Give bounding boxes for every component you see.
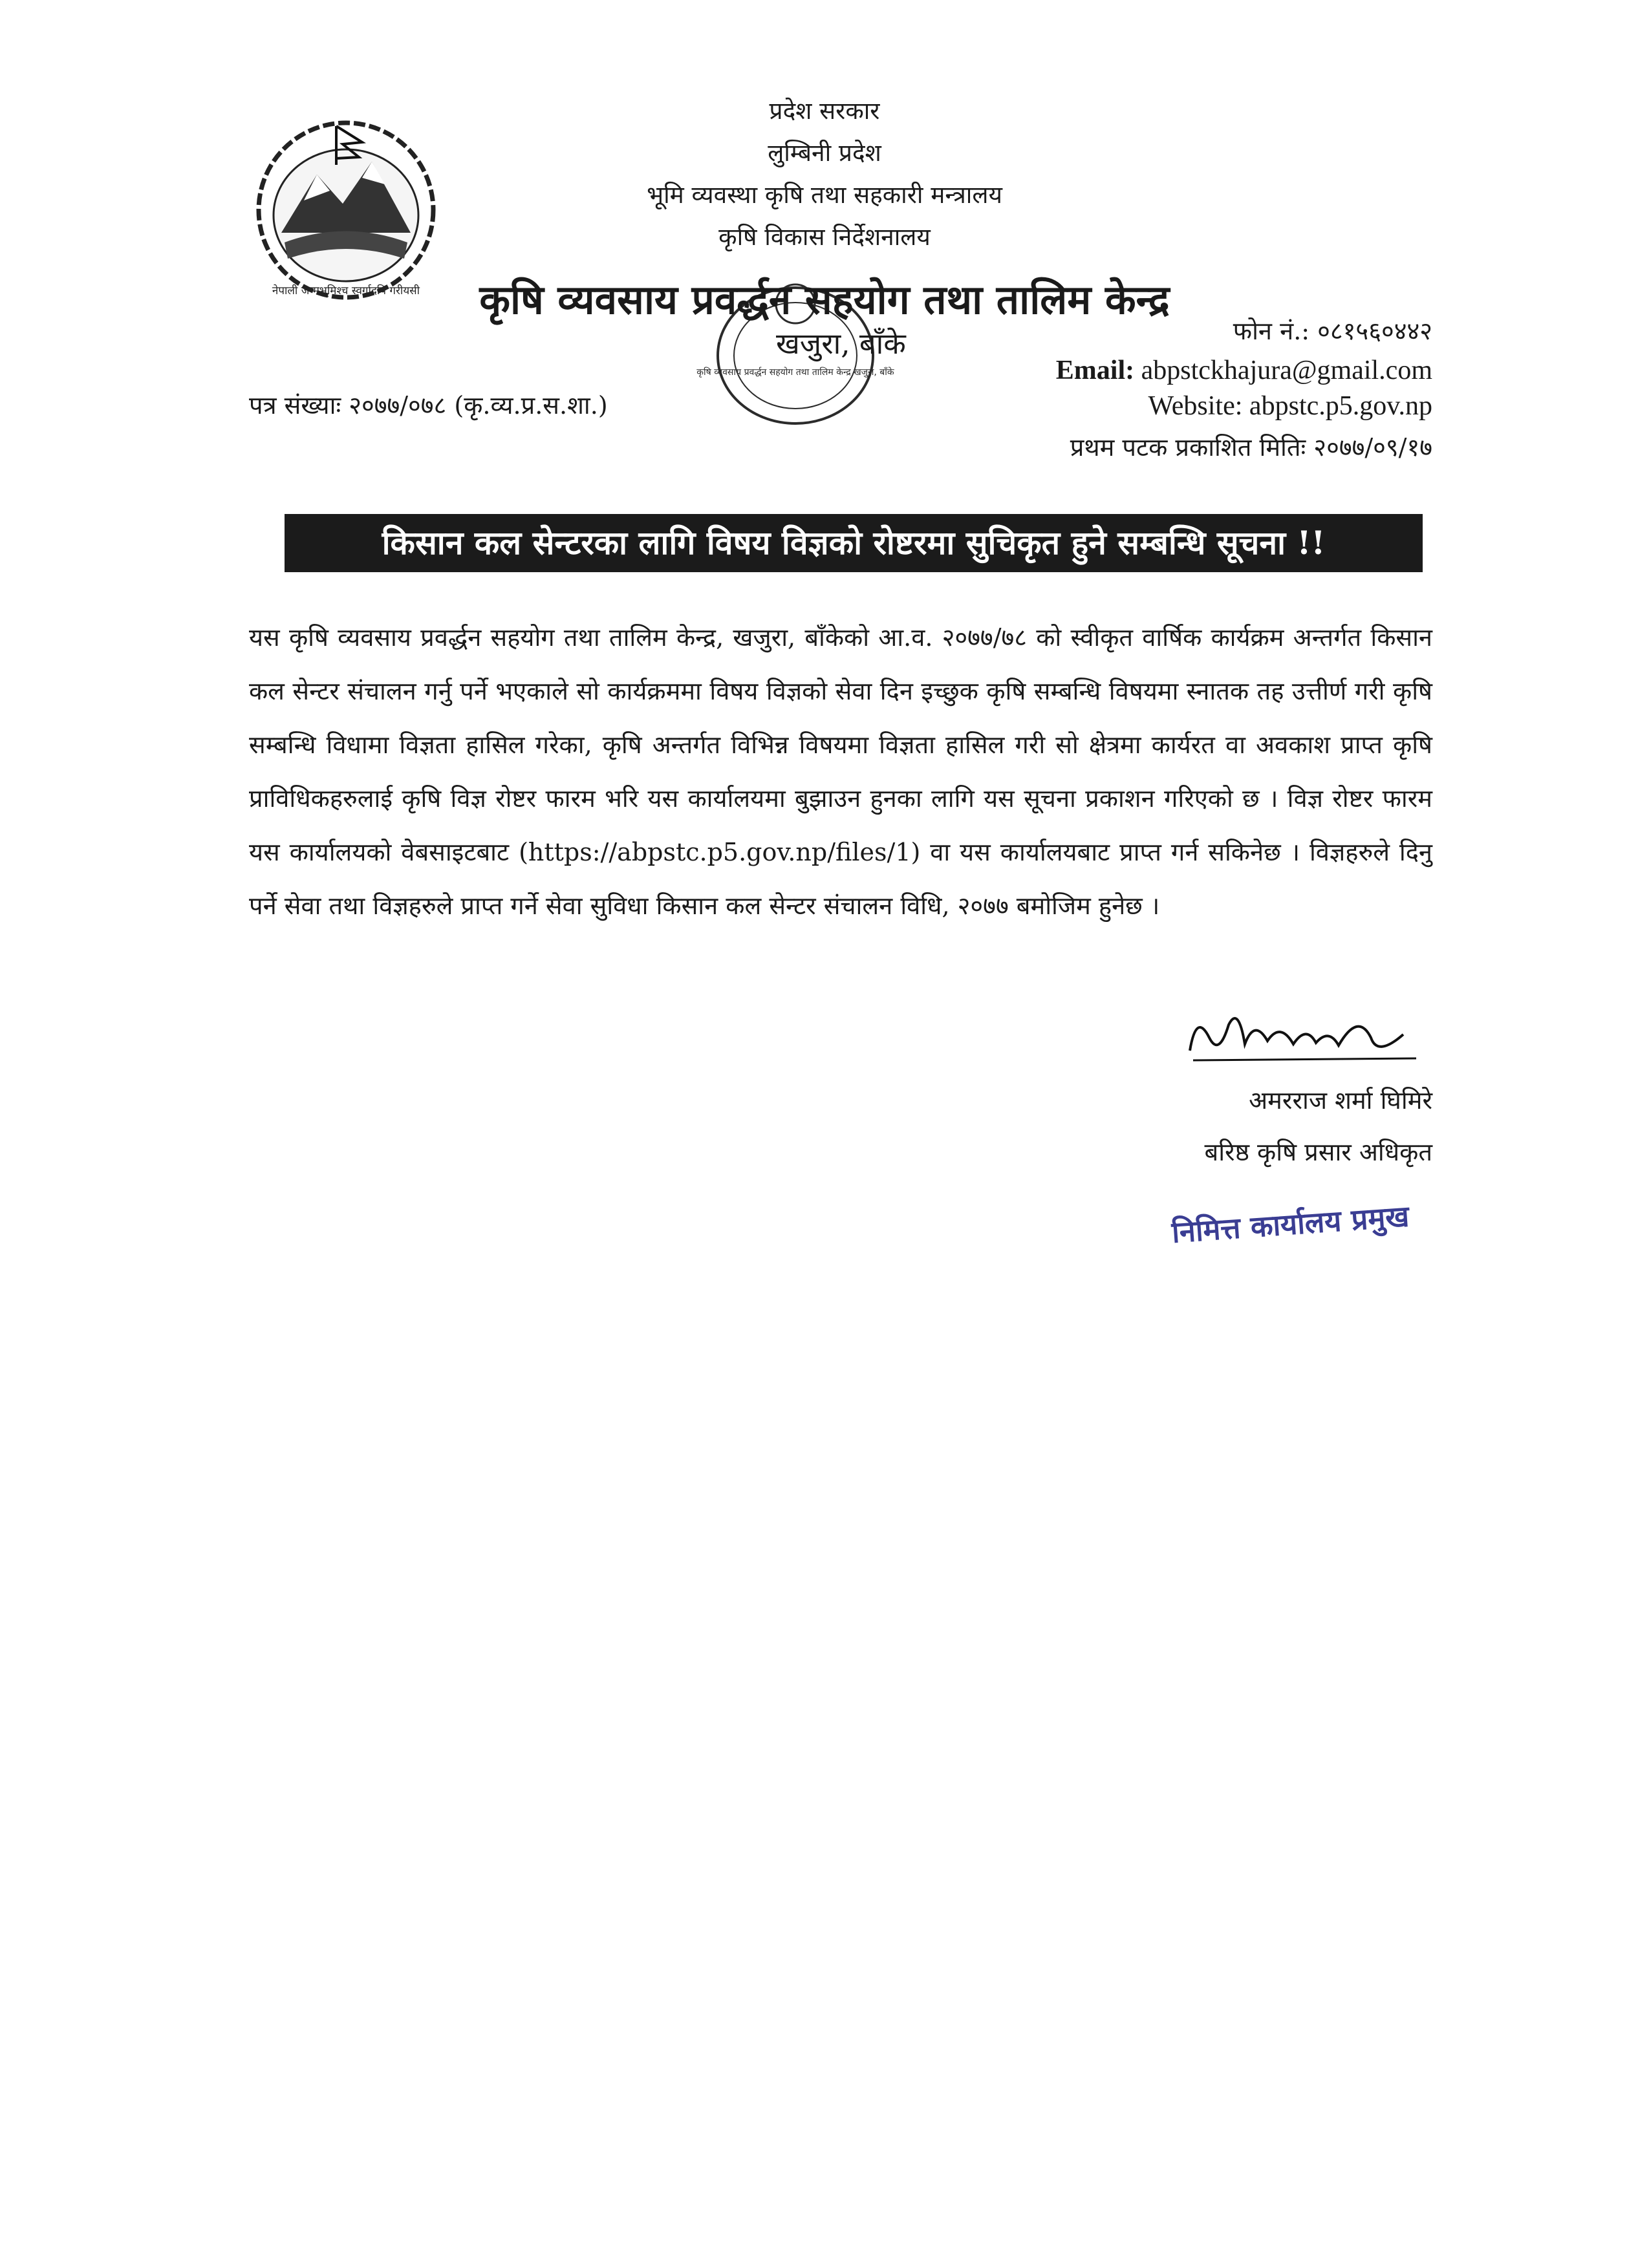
handwritten-signature [1183, 999, 1423, 1070]
letter-number: पत्र संख्याः २०७७/०७८ (कृ.व्य.प्र.स.शा.) [249, 391, 608, 420]
website-value: abpstc.p5.gov.np [1249, 391, 1432, 421]
office-name-heading: कृषि व्यवसाय प्रवर्द्धन सहयोग तथा तालिम केन्द्र [479, 276, 1170, 323]
acting-head-stamp: निमित्त कार्यालय प्रमुख [1170, 1199, 1410, 1250]
notice-body: यस कृषि व्यवसाय प्रवर्द्धन सहयोग तथा तालिम केन्द्र, खजुरा, बाँकेको आ.व. २०७७/७८ को स्वीकृत वार्षिक कार्यक्रम अन्तर्गत किसान कल सेन्टर संचालन गर्नु पर्ने भएकाले सो कार्यक्रममा विषय विज्ञको सेवा दिन इच्छुक कृषि सम्बन्धि विषयमा स्नातक तह उत्तीर्ण गरी कृषि सम्बन्धि विधामा विज्ञता हासिल गरेका, कृषि अन्तर्गत विभिन्न विषयमा विज्ञता हासिल गरी सो क्षेत्रमा कार्यरत वा अवकाश प्राप्त कृषि प्राविधिकहरुलाई कृषि विज्ञ रोष्टर फारम भरि यस कार्यालयमा बुझाउन हुनका लागि यस सूचना प्रकाशन गरिएको छ । विज्ञ रोष्टर फारम यस कार्यालयको वेबसाइटबाट (https://abpstc.p5.gov.np/files/1) वा यस कार्यालयबाट प्राप्त गर्न सकिनेछ । विज्ञहरुले दिनु पर्ने सेवा तथा विज्ञहरुले प्राप्त गर्ने सेवा सुविधा किसान कल सेन्टर संचालन विधि, २०७७ बमोजिम हुनेछ । [249, 623, 1433, 920]
email-label: Email: [1055, 356, 1135, 385]
email-value: abpstckhajura@gmail.com [1141, 356, 1432, 385]
signatory-post: बरिष्ठ कृषि प्रसार अधिकृत [1204, 1138, 1432, 1166]
signatory-name: अमरराज शर्मा घिमिरे [1249, 1086, 1432, 1115]
header-line-province-name: लुम्बिनी प्रदेश [768, 139, 881, 167]
seal-text: कृषि व्यवसाय प्रवर्द्धन सहयोग तथा तालिम केन्द्र खजुरा, बाँके [696, 367, 894, 378]
header-line-province-government: प्रदेश सरकार [769, 97, 880, 125]
website-label: Website: [1148, 391, 1243, 421]
published-date: प्रथम पटक प्रकाशित मितिः २०७७/०९/१७ [1070, 433, 1432, 462]
header-line-ministry: भूमि व्यवस्था कृषि तथा सहकारी मन्त्रालय [647, 181, 1002, 209]
contact-website [1148, 390, 1433, 422]
contact-phone: फोन नं.: ०८१५६०४४२ [1233, 317, 1432, 345]
contact-email [1056, 354, 1432, 387]
notice-title: किसान कल सेन्टरका लागि विषय विज्ञको रोष्टरमा सुचिकृत हुने सम्बन्धि सूचना !! [285, 514, 1423, 572]
header-line-directorate: कृषि विकास निर्देशनालय [718, 223, 931, 251]
office-location: खजुरा, बाँके [776, 326, 906, 361]
emblem-motto: नेपाली जन्मभूमिश्च स्वर्गादपि गरीयसी [272, 284, 420, 297]
